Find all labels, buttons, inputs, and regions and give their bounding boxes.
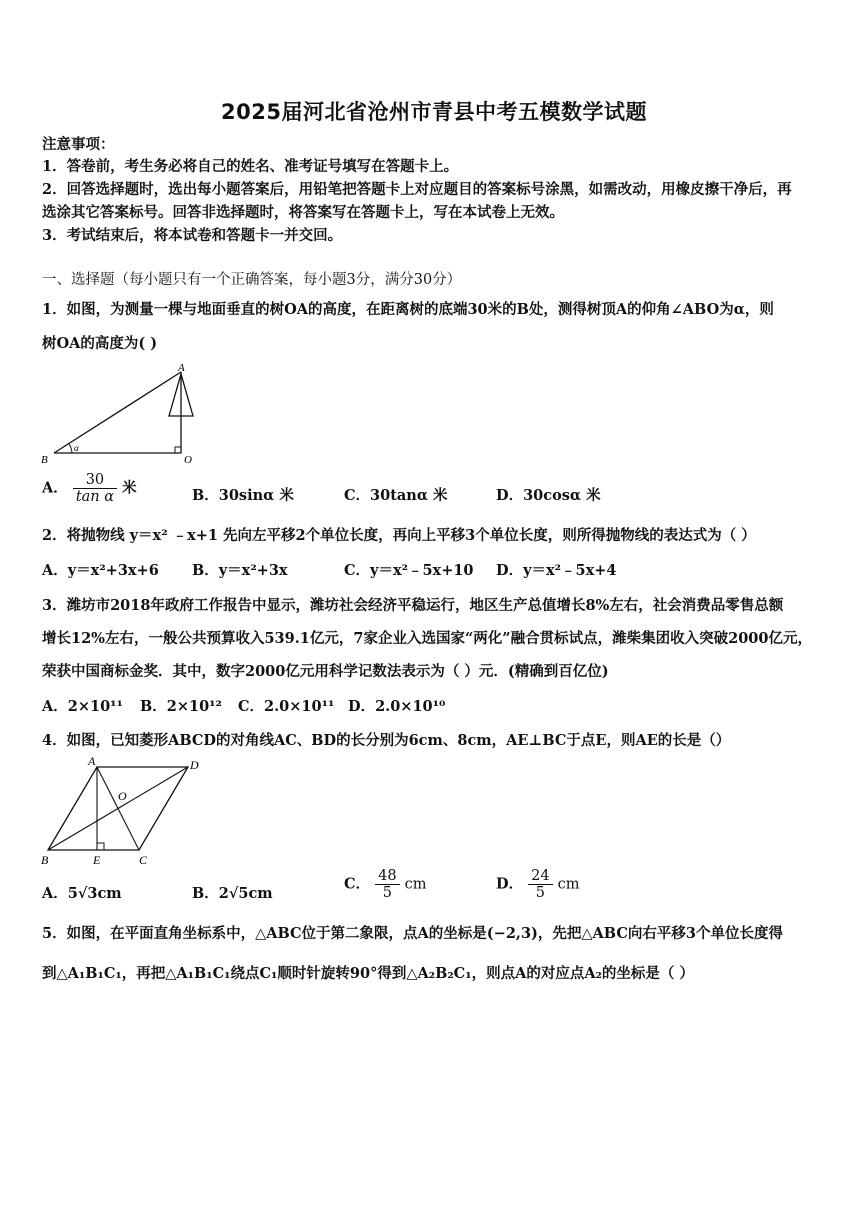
q4-option-d: D． $\frac{24}{5}$ cm bbox=[496, 868, 580, 901]
section-heading: 一、选择题（每小题只有一个正确答案，每小题3分，满分30分） bbox=[42, 272, 462, 288]
page-title: 2025届河北省沧州市青县中考五模数学试题 bbox=[221, 100, 647, 124]
q1-option-a: A． $\frac{30}{\text{tan α}}$ 米 bbox=[42, 472, 137, 505]
q1-fig-label-o: O bbox=[184, 454, 192, 466]
q4-fig-label-d: D bbox=[190, 758, 199, 772]
notice-heading: 注意事项： bbox=[42, 136, 115, 153]
q3-line-1: 3．潍坊市2018年政府工作报告中显示，潍坊社会经济平稳运行，地区生产总值增长8%左右，社会消费品零售总额 bbox=[42, 597, 784, 614]
q3-line-3: 荣获中国商标金奖．其中，数字2000亿元用科学记数法表示为（ ）元．(精确到百亿位) bbox=[42, 663, 609, 680]
q4-option-a: A．5√3cm bbox=[42, 885, 122, 902]
q2-option-c: C．y＝x²﹣5x+10 bbox=[344, 562, 474, 579]
q1-option-d: D．30cosα 米 bbox=[496, 487, 601, 504]
notice-item-1: 1．答卷前，考生务必将自己的姓名、准考证号填写在答题卡上。 bbox=[42, 158, 459, 175]
q1-fig-label-b: B bbox=[41, 454, 48, 466]
q5-line-1: 5．如图，在平面直角坐标系中，△ABC位于第二象限，点A的坐标是(−2,3)，先把△ABC向右平移3个单位长度得 bbox=[42, 925, 783, 942]
q1-option-b: B．30sinα 米 bbox=[192, 487, 294, 504]
q4-line-1: 4．如图，已知菱形ABCD的对角线AC、BD的长分别为6cm、8cm，AE⊥BC于点E，则AE的长是（） bbox=[42, 732, 731, 749]
q1-fig-label-alpha: α bbox=[74, 443, 79, 453]
q4-option-d-fraction: $\frac{24}{5}$ bbox=[528, 868, 552, 901]
q1-option-a-fraction: $\frac{30}{\text{tan α}}$ bbox=[73, 472, 117, 505]
q2-option-b: B．y＝x²+3x bbox=[192, 562, 288, 579]
notice-item-2b: 选涂其它答案标号。回答非选择题时，将答案写在答题卡上，写在本试卷上无效。 bbox=[42, 204, 564, 221]
q4-fig-label-a: A bbox=[88, 754, 96, 768]
q4-fig-label-c: C bbox=[139, 853, 148, 867]
q1-tree-figure bbox=[38, 360, 208, 470]
q2-option-d: D．y＝x²﹣5x+4 bbox=[496, 562, 617, 579]
q4-option-c-fraction: $\frac{48}{5}$ bbox=[375, 868, 399, 901]
q4-option-c: C． $\frac{48}{5}$ cm bbox=[344, 868, 427, 901]
q1-fig-label-a: A bbox=[178, 362, 185, 374]
q2-option-a: A．y＝x²+3x+6 bbox=[42, 562, 159, 579]
notice-item-2a: 2．回答选择题时，选出每小题答案后，用铅笔把答题卡上对应题目的答案标号涂黑，如需改动，用橡皮擦干净后，再 bbox=[42, 181, 792, 198]
q4-rhombus-figure bbox=[38, 752, 213, 870]
q4-fig-label-b: B bbox=[41, 853, 49, 867]
q1-line-1: 1．如图，为测量一棵与地面垂直的树OA的高度，在距离树的底端30米的B处，测得树顶A的仰角∠ABO为α，则 bbox=[42, 301, 774, 318]
q3-option-b: B．2×10¹² bbox=[140, 698, 222, 715]
q4-option-b: B．2√5cm bbox=[192, 885, 273, 902]
q1-option-c: C．30tanα 米 bbox=[344, 487, 448, 504]
q3-option-c: C．2.0×10¹¹ bbox=[238, 698, 335, 715]
q4-fig-label-o: O bbox=[118, 789, 127, 803]
q1-line-2: 树OA的高度为( ) bbox=[42, 335, 158, 352]
q3-option-d: D．2.0×10¹⁰ bbox=[348, 698, 446, 715]
q3-line-2: 增长12%左右，一般公共预算收入539.1亿元，7家企业入选国家“两化”融合贯标试点，潍柴集团收入突破2000亿元， bbox=[42, 630, 812, 647]
q4-fig-label-e: E bbox=[93, 853, 101, 867]
q5-line-2: 到△A₁B₁C₁，再把△A₁B₁C₁绕点C₁顺时针旋转90°得到△A₂B₂C₁，则点A的对应点A₂的坐标是（ ） bbox=[42, 965, 694, 982]
q2-line-1: 2．将抛物线 y＝x² ﹣x+1 先向左平移2个单位长度，再向上平移3个单位长度，则所得抛物线的表达式为（ ） bbox=[42, 527, 756, 544]
notice-item-3: 3．考试结束后，将本试卷和答题卡一并交回。 bbox=[42, 227, 343, 244]
q3-option-a: A．2×10¹¹ bbox=[42, 698, 123, 715]
